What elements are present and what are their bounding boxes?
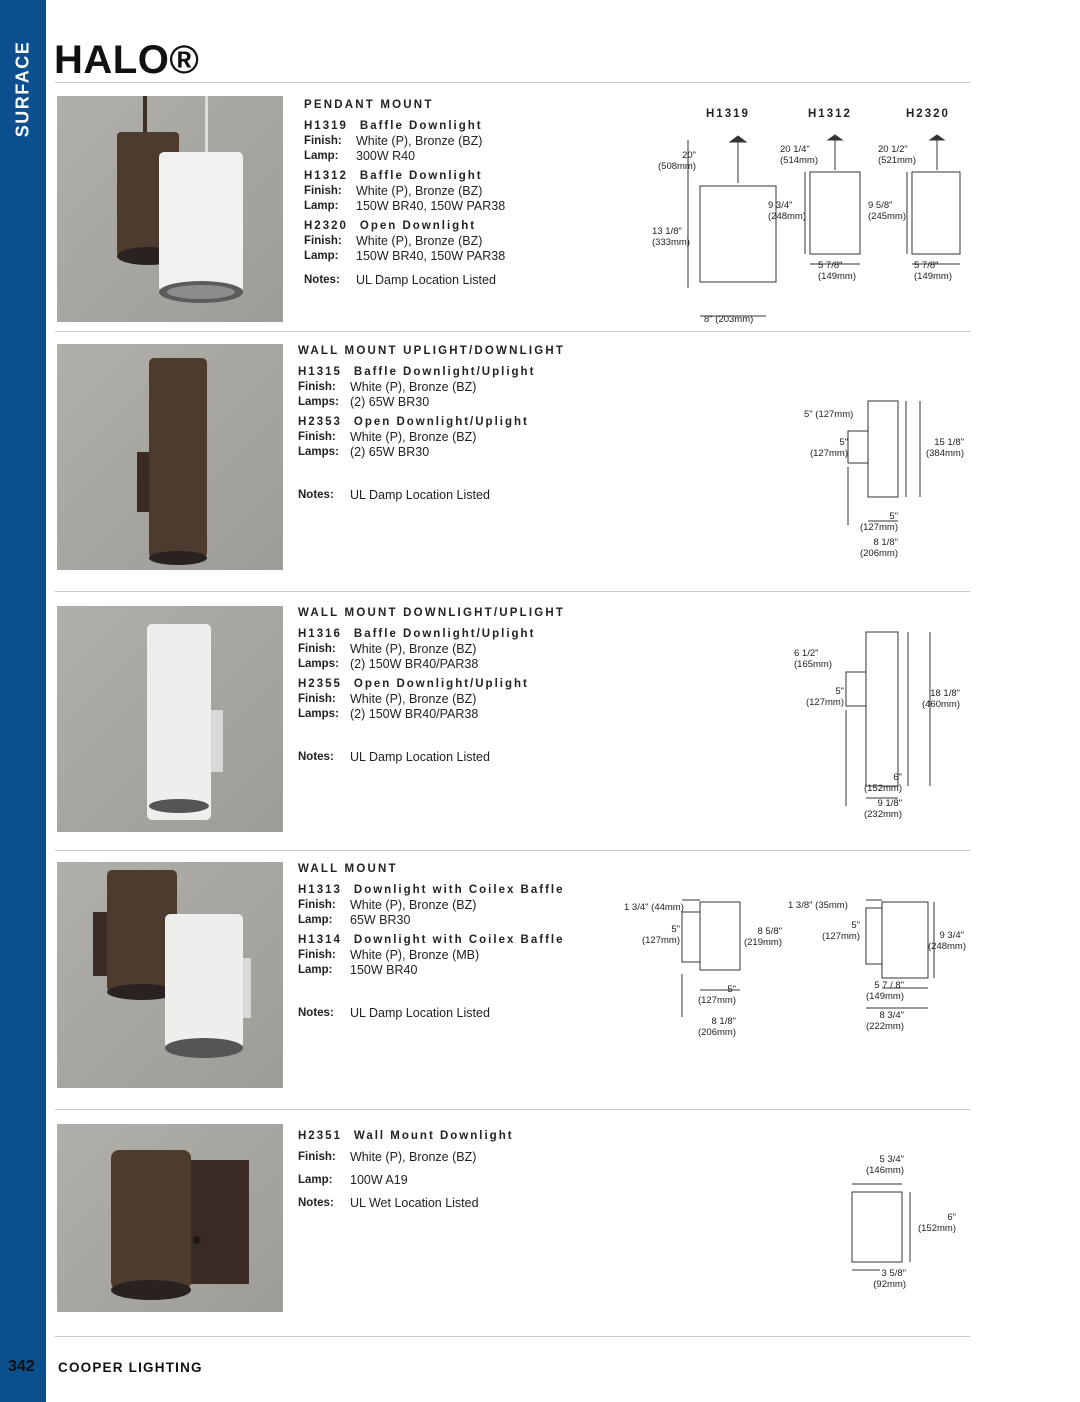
dim-value: 15 1/8" <box>934 437 964 448</box>
spec-value: (2) 65W BR30 <box>350 445 430 459</box>
model-code: H1313 <box>298 884 342 896</box>
spec-key: Lamp: <box>298 964 333 976</box>
spec-key: Lamps: <box>298 658 339 670</box>
divider <box>55 82 970 83</box>
spec-key: Lamps: <box>298 708 339 720</box>
dim-value: 5" <box>727 984 736 995</box>
dim-value: 5 7 / 8" <box>874 980 904 991</box>
dim-value: 9 5/8" <box>868 200 893 211</box>
dim-label <box>852 537 898 559</box>
dim-value: 8 5/8" <box>757 926 782 937</box>
model-desc: Open Downlight/Uplight <box>353 678 529 690</box>
dim-value: (127mm) <box>859 522 898 533</box>
spec-value: White (P), Bronze (BZ) <box>350 430 477 444</box>
dim-label <box>852 980 904 1002</box>
spec-row <box>304 149 584 164</box>
wall2-dimension-drawing <box>790 628 970 828</box>
column-header: H1319 <box>706 108 750 120</box>
dim-value: 1 3/8" <box>788 900 813 911</box>
dim-label <box>628 924 680 946</box>
notes-value: UL Damp Location Listed <box>356 273 496 287</box>
dim-label <box>818 260 856 282</box>
spec-row <box>298 1173 598 1188</box>
spec-key: Finish: <box>298 693 336 705</box>
spec-row <box>304 199 584 214</box>
wall3-dimension-drawing <box>622 892 972 1042</box>
page-number: 342 <box>8 1358 35 1375</box>
model-desc: Baffle Downlight <box>359 170 483 182</box>
spec-value: White (P), Bronze (BZ) <box>350 642 477 656</box>
dim-value: 5" <box>889 511 898 522</box>
spec-value: White (P), Bronze (BZ) <box>350 898 477 912</box>
wall4-dimension-drawing <box>840 1150 970 1300</box>
wall3-specs <box>298 862 598 1021</box>
dim-label <box>868 200 906 222</box>
spec-value: White (P), Bronze (BZ) <box>350 692 477 706</box>
spec-row <box>298 707 598 722</box>
dim-value: (219mm) <box>743 937 782 948</box>
model-code: H2355 <box>298 678 342 690</box>
model-desc: Baffle Downlight/Uplight <box>353 628 536 640</box>
model-code: H2353 <box>298 416 342 428</box>
notes-row <box>304 273 584 288</box>
spec-row <box>298 963 598 978</box>
spec-key: Notes: <box>298 489 334 501</box>
dim-value: (149mm) <box>818 271 857 282</box>
dim-value: (152mm) <box>863 783 902 794</box>
model-code: H1315 <box>298 366 342 378</box>
brand-title: HALO® <box>54 38 200 82</box>
divider <box>55 331 970 332</box>
spec-row <box>298 692 598 707</box>
dim-value: (127mm) <box>821 931 860 942</box>
product-photo-wall-mount <box>57 862 283 1088</box>
dim-label <box>652 226 690 248</box>
dim-value: (149mm) <box>914 271 953 282</box>
dim-value: (152mm) <box>917 1223 956 1234</box>
spec-row <box>298 445 598 460</box>
model-heading <box>298 365 598 380</box>
model-code: H1312 <box>304 170 348 182</box>
spec-key: Finish: <box>304 185 342 197</box>
spec-key: Lamp: <box>304 150 339 162</box>
dim-value: (146mm) <box>865 1165 904 1176</box>
spec-value: White (P), Bronze (BZ) <box>350 1150 477 1164</box>
spec-key: Notes: <box>304 274 340 286</box>
divider <box>55 850 970 851</box>
model-desc: Downlight with Coilex Baffle <box>353 934 565 946</box>
spec-key: Finish: <box>298 643 336 655</box>
spec-value: (2) 65W BR30 <box>350 395 430 409</box>
spec-value: 150W BR40 <box>350 963 418 977</box>
model-heading <box>304 119 584 134</box>
dim-value: (384mm) <box>925 448 964 459</box>
wall4-specs <box>298 1124 598 1211</box>
model-code: H1314 <box>298 934 342 946</box>
dim-value: (206mm) <box>859 548 898 559</box>
dim-label <box>794 648 832 670</box>
spec-value: 150W BR40, 150W PAR38 <box>356 199 506 213</box>
dim-value: 5" <box>839 437 848 448</box>
dim-value: (460mm) <box>921 699 960 710</box>
dim-value: 8 1/8" <box>873 537 898 548</box>
section-title: WALL MOUNT DOWNLIGHT/UPLIGHT <box>298 607 566 619</box>
model-desc: Wall Mount Downlight <box>353 1130 514 1142</box>
dim-label <box>906 1212 956 1234</box>
product-photo-wall-uplight <box>57 344 283 570</box>
divider <box>55 591 970 592</box>
divider <box>55 1336 970 1337</box>
spec-value: 100W A19 <box>350 1173 408 1187</box>
dim-label <box>780 144 818 166</box>
spec-value: White (P), Bronze (BZ) <box>356 234 483 248</box>
dim-value: 13 1/8" <box>652 226 682 237</box>
dim-label <box>852 1010 904 1032</box>
spec-row <box>298 948 598 963</box>
spec-value: White (P), Bronze (MB) <box>350 948 480 962</box>
spec-key: Lamps: <box>298 446 339 458</box>
divider <box>55 1109 970 1110</box>
dim-label <box>914 260 952 282</box>
spec-value: 65W BR30 <box>350 913 411 927</box>
model-desc: Downlight with Coilex Baffle <box>353 884 565 896</box>
model-heading <box>304 169 584 184</box>
model-heading <box>298 933 598 948</box>
dim-label: 8" (203mm) <box>704 314 754 325</box>
dim-value: (206mm) <box>697 1027 736 1038</box>
model-heading <box>298 627 598 642</box>
dim-label <box>768 200 806 222</box>
dim-value: (127mm) <box>697 995 736 1006</box>
model-heading <box>304 219 584 234</box>
dim-label <box>624 902 684 913</box>
dim-label <box>904 437 964 459</box>
dim-value: 20 1/4" <box>780 144 810 155</box>
dim-value: 3 5/8" <box>881 1268 906 1279</box>
notes-value: UL Damp Location Listed <box>350 1006 490 1020</box>
spec-key: Finish: <box>298 381 336 393</box>
model-heading <box>298 415 598 430</box>
spec-row <box>298 430 598 445</box>
dim-value: (521mm) <box>878 155 917 166</box>
column-header: H2320 <box>906 108 950 120</box>
footer-company: COOPER LIGHTING <box>58 1360 203 1375</box>
product-photo-wall-downlight <box>57 606 283 832</box>
spec-key: Finish: <box>298 949 336 961</box>
model-code: H1319 <box>304 120 348 132</box>
spec-key: Finish: <box>298 1151 336 1163</box>
notes-value: UL Damp Location Listed <box>350 750 490 764</box>
dim-value: (245mm) <box>868 211 907 222</box>
dim-value: (514mm) <box>780 155 819 166</box>
dim-value: 9 1/8" <box>877 798 902 809</box>
dim-label <box>790 686 844 708</box>
column-header: H1312 <box>808 108 852 120</box>
spec-row <box>298 1150 598 1165</box>
dim-value: (35mm) <box>815 900 848 911</box>
spec-key: Finish: <box>304 235 342 247</box>
spec-value: White (P), Bronze (BZ) <box>350 380 477 394</box>
sidebar <box>0 0 46 1402</box>
notes-row <box>298 1196 598 1211</box>
dim-value: (149mm) <box>865 991 904 1002</box>
spec-row <box>304 184 584 199</box>
dim-label: 5" (127mm) <box>804 409 854 420</box>
spec-value: (2) 150W BR40/PAR38 <box>350 707 479 721</box>
dim-value: 5 7/8" <box>914 260 939 271</box>
section-title: PENDANT MOUNT <box>304 99 434 111</box>
dim-value: (127mm) <box>805 697 844 708</box>
sidebar-label-text: SURFACE <box>12 40 33 138</box>
dim-value: (508mm) <box>658 161 697 172</box>
spec-value: 300W R40 <box>356 149 416 163</box>
spec-row <box>304 249 584 264</box>
dim-value: 20 1/2" <box>878 144 908 155</box>
section-title: WALL MOUNT <box>298 863 398 875</box>
spec-row <box>298 657 598 672</box>
model-code: H1316 <box>298 628 342 640</box>
spec-key: Notes: <box>298 1007 334 1019</box>
pendant-dimension-drawing <box>640 128 970 328</box>
spec-key: Lamp: <box>298 914 333 926</box>
spec-key: Finish: <box>304 135 342 147</box>
spec-value: 150W BR40, 150W PAR38 <box>356 249 506 263</box>
dim-label <box>684 1016 736 1038</box>
dim-value: (165mm) <box>794 659 833 670</box>
dim-value: 9 3/4" <box>768 200 793 211</box>
wall1-specs <box>298 344 598 503</box>
model-heading <box>298 677 598 692</box>
spec-row <box>298 380 598 395</box>
spec-row <box>298 642 598 657</box>
spec-row <box>298 913 598 928</box>
dim-label <box>808 920 860 942</box>
dim-label <box>856 1268 906 1290</box>
product-photo-wall-downlight-wet <box>57 1124 283 1312</box>
dim-value: 5 3/4" <box>879 1154 904 1165</box>
spec-key: Lamp: <box>298 1174 333 1186</box>
dim-label <box>658 150 696 172</box>
dim-value: (248mm) <box>768 211 807 222</box>
dim-value: (127mm) <box>809 448 848 459</box>
spec-key: Finish: <box>298 899 336 911</box>
spec-key: Lamp: <box>304 200 339 212</box>
model-heading <box>298 883 598 898</box>
spec-key: Notes: <box>298 1197 334 1209</box>
dim-value: 5" <box>835 686 844 697</box>
dim-value: 9 3/4" <box>939 930 964 941</box>
model-heading <box>298 1129 598 1144</box>
notes-row <box>298 1006 598 1021</box>
dim-label <box>852 511 898 533</box>
dim-value: (232mm) <box>863 809 902 820</box>
sidebar-label <box>5 34 41 144</box>
spec-key: Finish: <box>298 431 336 443</box>
spec-row <box>304 234 584 249</box>
spec-value: White (P), Bronze (BZ) <box>356 134 483 148</box>
dim-value: 20" <box>682 150 697 161</box>
spec-row <box>304 134 584 149</box>
spec-key: Lamp: <box>304 250 339 262</box>
spec-value: (2) 150W BR40/PAR38 <box>350 657 479 671</box>
notes-row <box>298 750 598 765</box>
dim-value: 5" <box>851 920 860 931</box>
dim-label <box>850 772 902 794</box>
dim-value: (248mm) <box>928 941 967 952</box>
dim-label <box>740 926 782 948</box>
dim-value: 6" <box>947 1212 956 1223</box>
dim-label <box>928 930 967 952</box>
model-desc: Open Downlight <box>359 220 477 232</box>
dim-value: (44mm) <box>651 902 684 913</box>
spec-key: Lamps: <box>298 396 339 408</box>
dim-label <box>902 688 960 710</box>
notes-value: UL Damp Location Listed <box>350 488 490 502</box>
wall1-dimension-drawing <box>800 395 970 565</box>
dim-label <box>854 1154 904 1176</box>
spec-row <box>298 395 598 410</box>
notes-row <box>298 488 598 503</box>
dim-label <box>684 984 736 1006</box>
pendant-specs <box>304 98 584 288</box>
dim-value: 8 1/8" <box>711 1016 736 1027</box>
dim-label <box>878 144 916 166</box>
dim-value: (127mm) <box>641 935 680 946</box>
spec-row <box>298 898 598 913</box>
dim-value: 5 7/8" <box>818 260 843 271</box>
model-code: H2351 <box>298 1130 342 1142</box>
dim-value: 18 1/8" <box>930 688 960 699</box>
dim-value: (333mm) <box>652 237 691 248</box>
spec-key: Notes: <box>298 751 334 763</box>
dim-value: (92mm) <box>873 1279 906 1290</box>
dim-value: (222mm) <box>865 1021 904 1032</box>
dim-value: 8 3/4" <box>879 1010 904 1021</box>
dim-label <box>788 900 848 911</box>
model-desc: Baffle Downlight <box>359 120 483 132</box>
spec-value: White (P), Bronze (BZ) <box>356 184 483 198</box>
dim-value: 6" <box>893 772 902 783</box>
product-photo-pendant <box>57 96 283 322</box>
section-title: WALL MOUNT UPLIGHT/DOWNLIGHT <box>298 345 566 357</box>
dim-value: 1 3/4" <box>624 902 649 913</box>
model-code: H2320 <box>304 220 348 232</box>
wall2-specs <box>298 606 598 765</box>
dim-value: 6 1/2" <box>794 648 819 659</box>
model-desc: Baffle Downlight/Uplight <box>353 366 536 378</box>
model-desc: Open Downlight/Uplight <box>353 416 529 428</box>
dim-label <box>850 798 902 820</box>
notes-value: UL Wet Location Listed <box>350 1196 479 1210</box>
dim-label <box>802 437 848 459</box>
dim-value: 5" <box>671 924 680 935</box>
